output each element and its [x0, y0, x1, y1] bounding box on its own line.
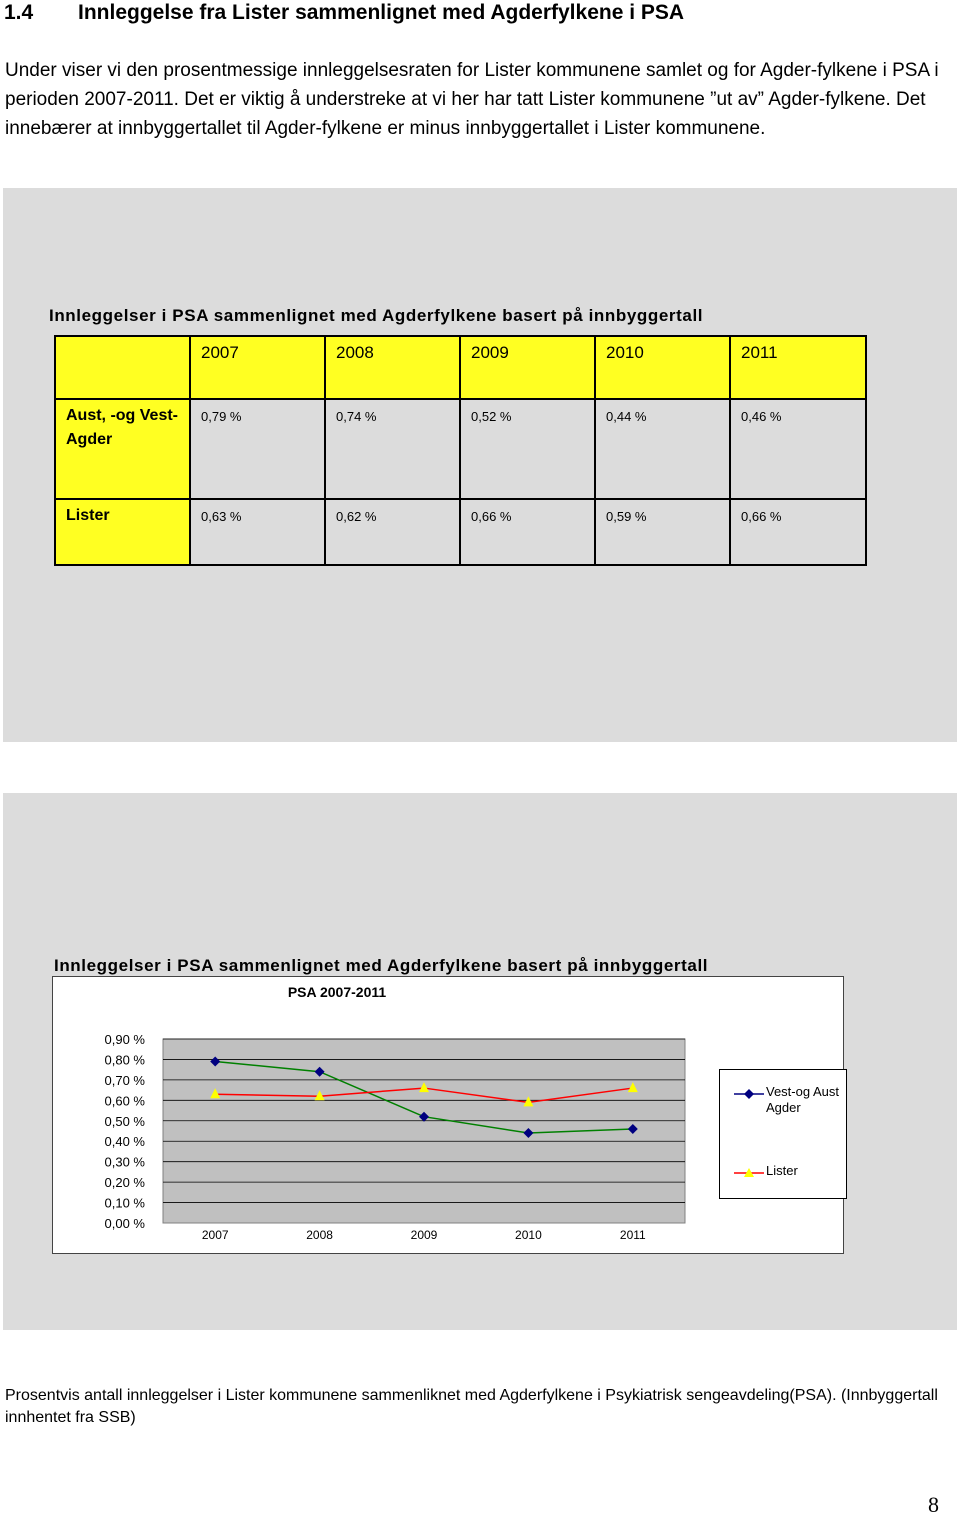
row-label: Aust, -og Vest- Agder	[55, 399, 190, 499]
year-header: 2007	[190, 336, 325, 399]
figure-caption: Prosentvis antall innleggelser i Lister kommunene sammenliknet med Agderfylkene i Psykiatrisk sengeavdeling(PSA). (Innbyggertall innhentet fra SSB)	[5, 1387, 938, 1426]
legend-diamond-marker-icon	[734, 1089, 764, 1099]
admission-table	[54, 335, 867, 566]
table-cell: 0,74 %	[325, 399, 460, 499]
table-cell: 0,66 %	[460, 499, 595, 565]
table-header-row	[55, 336, 866, 399]
table-cell: 0,52 %	[460, 399, 595, 499]
x-tick-label: 2007	[201, 1228, 229, 1242]
table-cell: 0,66 %	[730, 499, 866, 565]
table-panel	[3, 188, 957, 742]
table-cell: 0,44 %	[595, 399, 730, 499]
table-title: Innleggelser i PSA sammenlignet med Agderfylkene basert på innbyggertall	[49, 306, 704, 325]
y-tick-label: 0,60 %	[104, 1093, 145, 1109]
y-tick-label: 0,80 %	[104, 1052, 145, 1068]
chart-frame	[52, 976, 844, 1254]
line-chart	[53, 977, 687, 1253]
chart-legend	[719, 1069, 847, 1199]
section-title: Innleggelse fra Lister sammenlignet med Agderfylkene i PSA	[78, 1, 685, 24]
table-cell: 0,59 %	[595, 499, 730, 565]
table-cell: 0,63 %	[190, 499, 325, 565]
y-tick-label: 0,40 %	[104, 1134, 145, 1150]
table-cell: 0,46 %	[730, 399, 866, 499]
section-heading	[0, 0, 960, 26]
x-tick-label: 2009	[410, 1228, 438, 1242]
table-cell: 0,79 %	[190, 399, 325, 499]
x-tick-label: 2008	[306, 1228, 333, 1242]
row-label: Lister	[55, 499, 190, 565]
table-cell: 0,62 %	[325, 499, 460, 565]
y-tick-label: 0,70 %	[104, 1072, 145, 1088]
plot-area	[163, 1039, 685, 1223]
year-header: 2011	[730, 336, 866, 399]
table-row	[55, 399, 866, 499]
chart-subtitle: PSA 2007-2011	[287, 984, 387, 1000]
year-header: 2008	[325, 336, 460, 399]
x-tick-label: 2010	[515, 1228, 542, 1242]
y-tick-label: 0,30 %	[104, 1154, 145, 1170]
year-header: 2009	[460, 336, 595, 399]
section-number: 1.4	[4, 1, 34, 24]
table-corner-cell	[55, 336, 190, 399]
legend-label: Lister	[766, 1163, 798, 1178]
chart-panel	[3, 793, 957, 1330]
y-tick-label: 0,20 %	[104, 1175, 145, 1191]
x-tick-label: 2011	[619, 1228, 646, 1242]
legend-triangle-marker-icon	[734, 1168, 764, 1178]
y-tick-label: 0,00 %	[104, 1216, 145, 1231]
y-tick-label: 0,50 %	[104, 1113, 145, 1129]
y-tick-label: 0,10 %	[104, 1195, 145, 1211]
intro-paragraph: Under viser vi den prosentmessige innleggelsesraten for Lister kommunene samlet og for Agder-fylkene i PSA i perioden 2007-2011. Det er viktig å understreke at vi her har tatt Lister kommunene ”ut av” Agder-fylkene. Det innebærer at innbyggertallet til Agder-fylkene er minus innbyggertallet i Lister kommunene.	[5, 60, 939, 139]
year-header: 2010	[595, 336, 730, 399]
table-row	[55, 499, 866, 565]
y-tick-label: 0,90 %	[104, 1032, 145, 1047]
chart-title: Innleggelser i PSA sammenlignet med Agderfylkene basert på innbyggertall	[54, 956, 709, 975]
legend-label: Vest-og Aust Agder	[766, 1084, 839, 1115]
page-number: 8	[928, 1492, 939, 1517]
